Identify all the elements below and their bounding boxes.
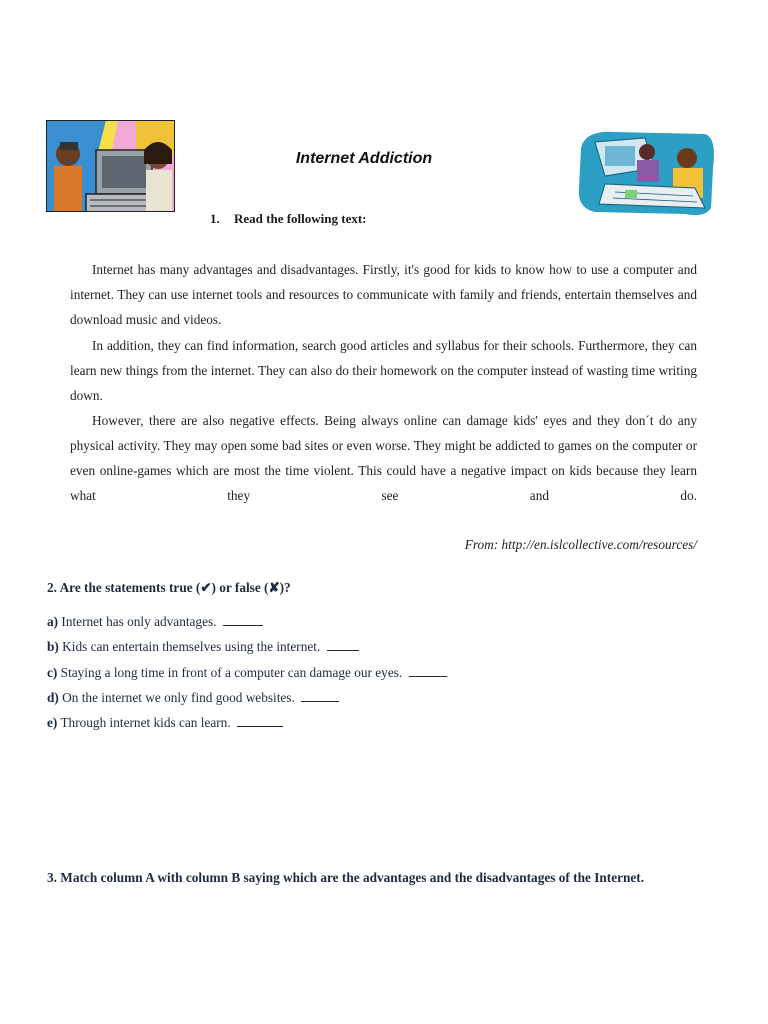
answer-blank[interactable] — [301, 690, 339, 702]
answer-blank[interactable] — [409, 665, 447, 677]
statement-a — [47, 614, 263, 630]
section-1-number: 1. — [210, 211, 220, 226]
statement-text: Staying a long time in front of a computer can damage our eyes. — [60, 665, 403, 680]
statement-e — [47, 715, 283, 731]
source-citation: From: http://en.islcollective.com/resources/ — [464, 537, 697, 552]
statement-letter: a) — [47, 614, 59, 629]
statement-text: Kids can entertain themselves using the internet. — [62, 639, 321, 654]
statement-b — [47, 639, 359, 655]
statement-letter: e) — [47, 715, 58, 730]
section-2-heading: 2. Are the statements true (✔) or false (✘)? — [47, 580, 291, 595]
statement-text: Through internet kids can learn. — [60, 715, 231, 730]
answer-blank[interactable] — [223, 614, 263, 626]
answer-blank[interactable] — [237, 715, 283, 727]
text-paragraph-2: In addition, they can find information, search good articles and syllabus for their schools. Furthermore, they can learn new things from the internet. They can also do their homework on the computer instead of wasting time writing down. — [70, 338, 697, 403]
worksheet-title: Internet Addiction — [295, 150, 433, 167]
text-paragraph-3: However, there are also negative effects. Being always online can damage kids' eyes and they don´t do any physical activity. They may open some bad sites or even worse. They might be addicted to games on the computer or even online-games which are most the time violent. This could have a negative impact on kids because they learn what they see and do. — [70, 413, 697, 503]
statement-letter: c) — [47, 665, 58, 680]
statement-text: On the internet we only find good websites. — [62, 690, 295, 705]
statement-text: Internet has only advantages. — [61, 614, 217, 629]
section-3-heading: 3. Match column A with column B saying which are the advantages and the disadvantages of the Internet. — [47, 870, 645, 885]
answer-blank[interactable] — [327, 639, 359, 651]
text-paragraph-1: Internet has many advantages and disadvantages. Firstly, it's good for kids to know how to use a computer and internet. They can use internet tools and resources to communicate with family and friends, entertain themselves and download music and videos. — [70, 262, 697, 327]
section-1-label: Read the following text: — [234, 211, 367, 226]
statement-letter: d) — [47, 690, 59, 705]
statement-c — [47, 665, 447, 681]
statement-d — [47, 690, 339, 706]
students-computers-clipart — [575, 128, 717, 218]
statement-letter: b) — [47, 639, 59, 654]
section-1-heading — [210, 211, 367, 227]
